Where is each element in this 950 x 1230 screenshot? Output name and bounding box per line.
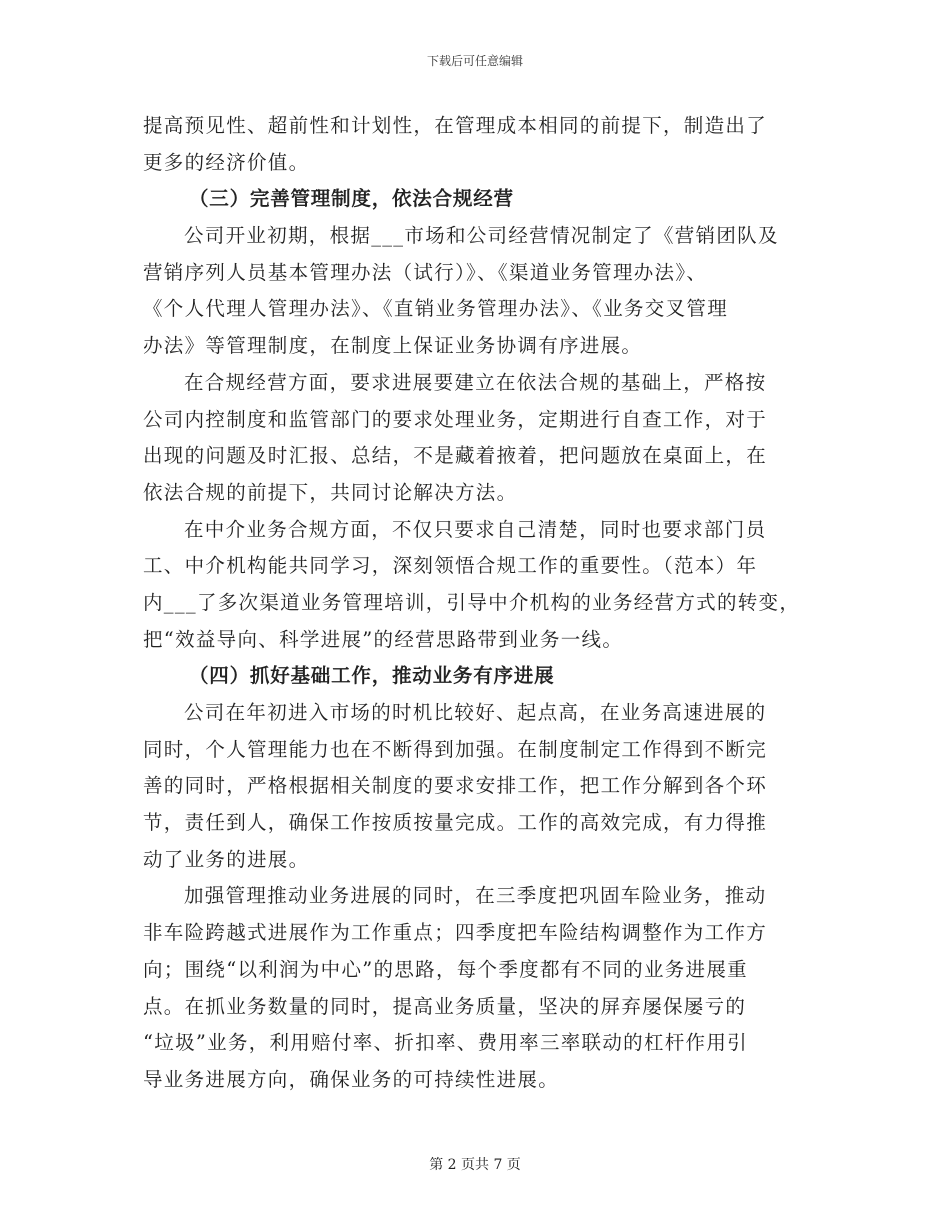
- page-header: 下载后可任意编辑: [426, 54, 523, 68]
- text-line: 公司在年初进入市场的时机比较好、起点高，在业务高速进展的: [184, 701, 767, 724]
- text-line: 非车险跨越式进展作为工作重点；四季度把车险结构调整作为工作方: [143, 921, 768, 945]
- text-line: 善的同时，严格根据相关制度的要求安排工作，把工作分解到各个环: [143, 774, 768, 798]
- text-line: 提高预见性、超前性和计划性，在管理成本相同的前提下，制造出了: [143, 114, 768, 137]
- text-line: 工、中介机构能共同学习，深刻领悟合规工作的重要性。（范本）年: [143, 554, 758, 578]
- text-line: 更多的经济价值。: [143, 150, 310, 174]
- page-footer: 第 2 页共 7 页: [429, 1157, 521, 1173]
- text-line: 点。在抓业务数量的同时，提高业务质量，坚决的屏弃屡保屡亏的: [143, 994, 747, 1018]
- section-heading: （三）完善管理制度，依法合规经营: [189, 187, 514, 211]
- section-heading: （四）抓好基础工作，推动业务有序进展: [189, 664, 555, 688]
- text-line: 节，责任到人，确保工作按质按量完成。工作的高效完成，有力得推: [143, 811, 768, 835]
- text-line: 办法》等管理制度，在制度上保证业务协调有序进展。: [143, 334, 643, 358]
- text-line: 公司内控制度和监管部门的要求处理业务，定期进行自查工作，对于: [143, 407, 768, 431]
- text-line: 把“效益导向、科学进展”的经营思路带到业务一线。: [143, 627, 624, 651]
- text-line: 同时，个人管理能力也在不断得到加强。在制度制定工作得到不断完: [143, 737, 768, 761]
- text-line: 在中介业务合规方面，不仅只要求自己清楚，同时也要求部门员: [184, 517, 767, 541]
- text-line: 动了业务的进展。: [143, 847, 310, 871]
- text-line: 《个人代理人管理办法》、《直销业务管理办法》、《业务交叉管理: [143, 297, 729, 321]
- text-line: 内___了多次渠道业务管理培训，引导中介机构的业务经营方式的转变，: [143, 590, 801, 614]
- document-body: [143, 108, 803, 1099]
- text-line: 向；围绕“以利润为中心”的思路，每个季度都有不同的业务进展重: [143, 957, 748, 981]
- text-line: 公司开业初期，根据___市场和公司经营情况制定了《营销团队及: [184, 224, 779, 248]
- text-line: 在合规经营方面，要求进展要建立在依法合规的基础上，严格按: [184, 370, 767, 394]
- text-line: 出现的问题及时汇报、总结，不是藏着掖着，把问题放在桌面上，在: [143, 444, 768, 468]
- text-line: 营销序列人员基本管理办法（试行）》、《渠道业务管理办法》、: [143, 260, 708, 284]
- text-line: 加强管理推动业务进展的同时，在三季度把巩固车险业务，推动: [184, 884, 767, 908]
- text-line: “垃圾”业务，利用赔付率、折扣率、费用率三率联动的杠杆作用引: [143, 1031, 748, 1055]
- text-line: 依法合规的前提下，共同讨论解决方法。: [143, 480, 518, 504]
- text-line: 导业务进展方向，确保业务的可持续性进展。: [143, 1067, 560, 1091]
